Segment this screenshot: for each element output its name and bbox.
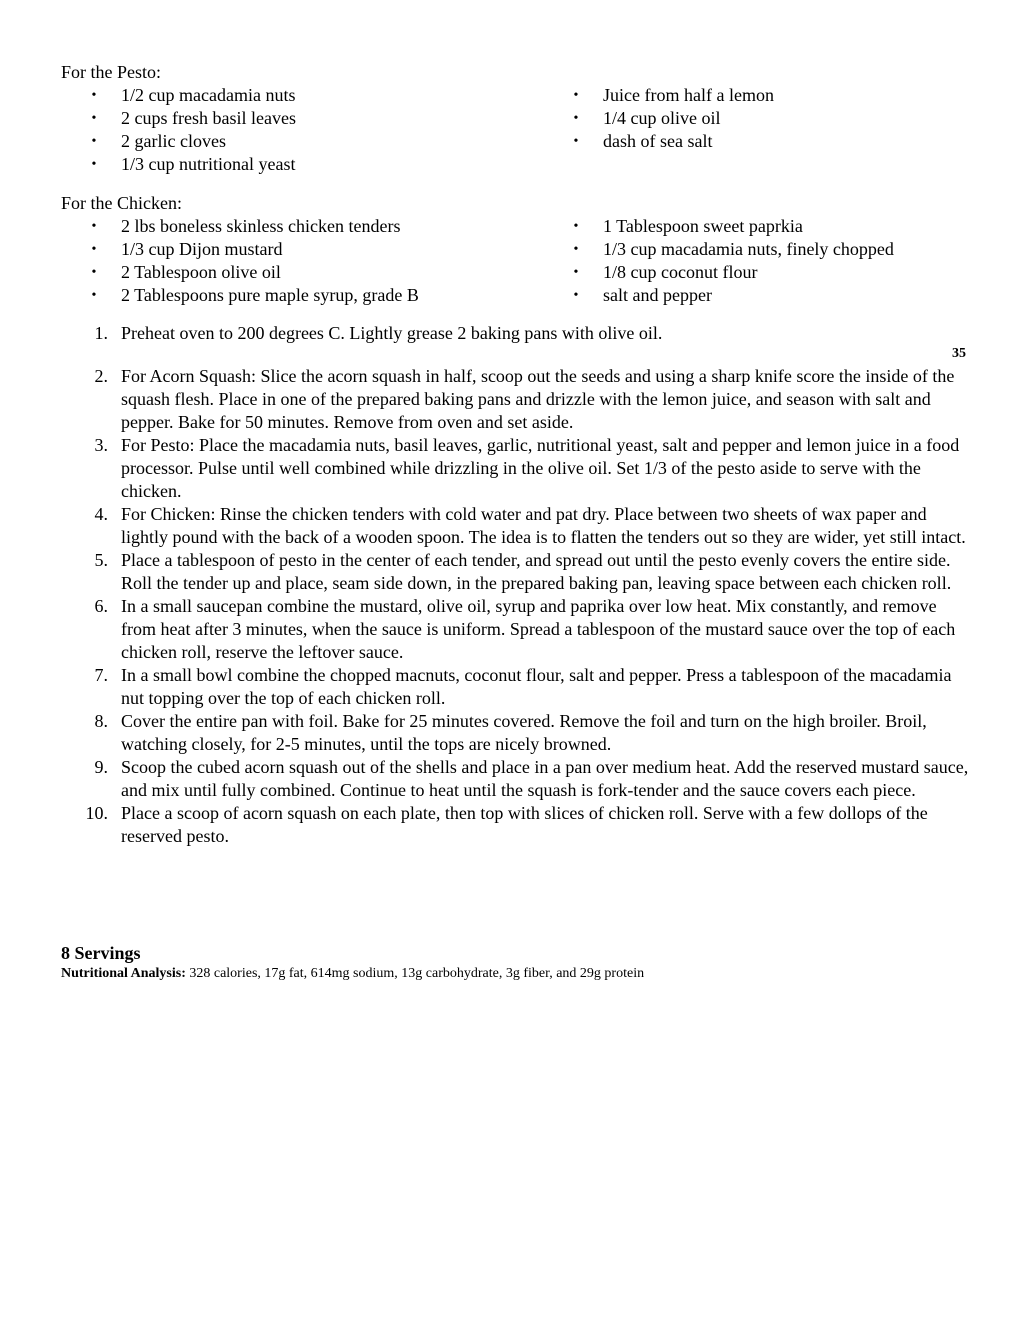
step-number: 1.	[94, 323, 108, 343]
list-item: • 1/2 cup macadamia nuts	[88, 84, 558, 107]
step-text: For Acorn Squash: Slice the acorn squash in half, scoop out the seeds and using a sharp knife score the inside of the squash flesh. Place in one of the prepared baking pans and drizzle with the lemon juice, and season with salt and pepper. Bake for 50 minutes. Remove from oven and set aside.	[121, 366, 955, 432]
instructions-list	[0, 365, 1024, 848]
step-number: 4.	[94, 504, 108, 524]
list-item: • 2 Tablespoons pure maple syrup, grade B	[88, 284, 558, 307]
list-item	[0, 434, 971, 503]
list-item: • dash of sea salt	[570, 130, 990, 153]
list-item	[0, 664, 971, 710]
bullet-icon: •	[573, 111, 579, 126]
list-item: • 1/4 cup olive oil	[570, 107, 990, 130]
pesto-heading: For the Pesto:	[61, 62, 162, 82]
list-item: • 2 Tablespoon olive oil	[88, 261, 558, 284]
list-item: • 1/8 cup coconut flour	[570, 261, 990, 284]
bullet-icon: •	[91, 265, 97, 280]
pesto-ingredients-left	[88, 84, 558, 176]
step-number: 3.	[94, 435, 108, 455]
step-text: For Chicken: Rinse the chicken tenders with cold water and pat dry. Place between two sheets of wax paper and lightly pound with the back of a wooden spoon. The idea is to flatten the tenders out so they are wider, yet still intact.	[121, 504, 966, 547]
step-text: In a small saucepan combine the mustard, olive oil, syrup and paprika over low heat. Mix constantly, and remove from heat after 3 minutes, when the sauce is uniform. Spread a tablespoon of the mustard sauce over the top of each chicken roll, reserve the leftover sauce.	[121, 596, 956, 662]
page-number: 35	[952, 346, 966, 361]
bullet-icon: •	[91, 157, 97, 172]
bullet-icon: •	[573, 242, 579, 257]
list-item	[0, 756, 971, 802]
step-text: Scoop the cubed acorn squash out of the shells and place in a pan over medium heat. Add the reserved mustard sauce, and mix until fully combined. Continue to heat until the squash is fork-tender and the sauce covers each piece.	[121, 757, 969, 800]
chicken-heading: For the Chicken:	[61, 193, 182, 213]
nutrition-text: 328 calories, 17g fat, 614mg sodium, 13g carbohydrate, 3g fiber, and 29g protein	[189, 966, 645, 981]
bullet-icon: •	[91, 88, 97, 103]
step-number: 7.	[94, 665, 108, 685]
step-number: 10.	[85, 803, 108, 823]
bullet-icon: •	[91, 288, 97, 303]
bullet-icon: •	[573, 88, 579, 103]
step-text: Place a scoop of acorn squash on each plate, then top with slices of chicken roll. Serve with a few dollops of the reserved pesto.	[121, 803, 928, 846]
chicken-ingredients-right	[570, 215, 990, 307]
bullet-icon: •	[91, 219, 97, 234]
step-number: 8.	[94, 711, 108, 731]
bullet-icon: •	[91, 111, 97, 126]
chicken-ingredients-left	[88, 215, 558, 307]
list-item: • 1/3 cup macadamia nuts, finely chopped	[570, 238, 990, 261]
list-item: • 1/3 cup nutritional yeast	[88, 153, 558, 176]
step-text: For Pesto: Place the macadamia nuts, basil leaves, garlic, nutritional yeast, salt and pepper and lemon juice in a food processor. Pulse until well combined while drizzling in the olive oil. Set 1/3 of the pesto aside to serve with the chicken.	[121, 435, 960, 501]
list-item	[0, 595, 971, 664]
step-number: 6.	[94, 596, 108, 616]
bullet-icon: •	[573, 219, 579, 234]
list-item: • salt and pepper	[570, 284, 990, 307]
list-item	[0, 322, 971, 345]
list-item	[0, 365, 971, 434]
list-item: • 2 lbs boneless skinless chicken tenders	[88, 215, 558, 238]
list-item: • 2 garlic cloves	[88, 130, 558, 153]
step-number: 2.	[94, 366, 108, 386]
step-text: Place a tablespoon of pesto in the center of each tender, and spread out until the pesto evenly covers the entire side. Roll the tender up and place, seam side down, in the prepared baking pan, leaving space between each chicken roll.	[121, 550, 952, 593]
list-item: • 1 Tablespoon sweet paprkia	[570, 215, 990, 238]
nutrition-label: Nutritional Analysis:	[61, 966, 186, 981]
step-text: In a small bowl combine the chopped macnuts, coconut flour, salt and pepper. Press a tablespoon of the macadamia nut topping over the top of each chicken roll.	[121, 665, 952, 708]
bullet-icon: •	[573, 134, 579, 149]
list-item: • Juice from half a lemon	[570, 84, 990, 107]
list-item	[0, 503, 971, 549]
step-text: Cover the entire pan with foil. Bake for 25 minutes covered. Remove the foil and turn on the high broiler. Broil, watching closely, for 2-5 minutes, until the tops are nicely browned.	[121, 711, 927, 754]
nutritional-analysis	[61, 965, 644, 983]
list-item	[0, 549, 971, 595]
list-item	[0, 802, 971, 848]
step-number: 9.	[94, 757, 108, 777]
instructions-step-1	[0, 322, 1024, 345]
step-text: Preheat oven to 200 degrees C. Lightly grease 2 baking pans with olive oil.	[121, 323, 663, 343]
pesto-ingredients-right	[570, 84, 990, 153]
bullet-icon: •	[573, 288, 579, 303]
list-item: • 1/3 cup Dijon mustard	[88, 238, 558, 261]
list-item: • 2 cups fresh basil leaves	[88, 107, 558, 130]
bullet-icon: •	[91, 134, 97, 149]
list-item	[0, 710, 971, 756]
bullet-icon: •	[91, 242, 97, 257]
step-number: 5.	[94, 550, 108, 570]
servings: 8 Servings	[61, 943, 141, 963]
bullet-icon: •	[573, 265, 579, 280]
